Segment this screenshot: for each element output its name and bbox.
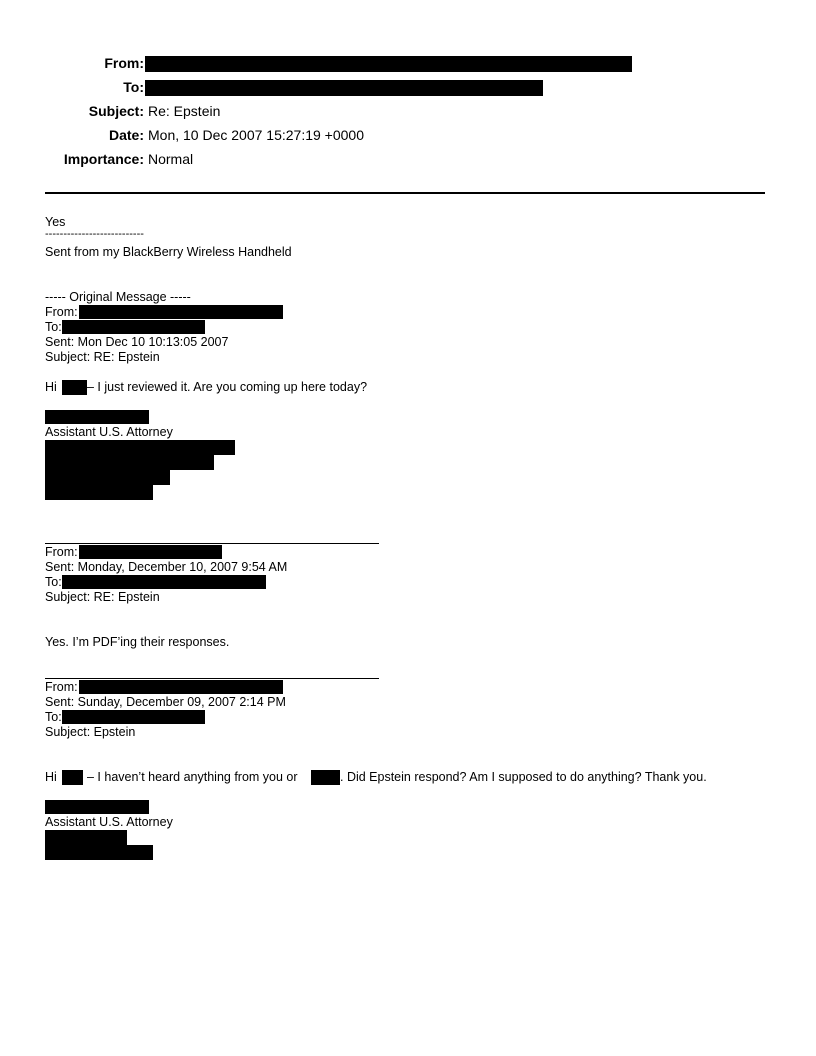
msg2-to-label: To: [45,575,62,589]
msg1-from-label: From: [45,305,78,319]
redaction-msg3-name2 [311,770,340,785]
redaction-msg1-to [62,320,205,334]
msg3-subject: Subject: Epstein [45,725,136,739]
redaction-msg2-to [62,575,266,589]
redaction-from [145,56,632,72]
msg2-text: Yes. I’m PDF’ing their responses. [45,635,230,649]
date-label: Date: [108,127,144,143]
msg3-to-label: To: [45,710,62,724]
msg3-greeting-hi: Hi [45,770,57,784]
dash-line: --------------------------- [45,228,144,240]
msg3-sig-title: Assistant U.S. Attorney [45,815,173,829]
msg3-sent: Sent: Sunday, December 09, 2007 2:14 PM [45,695,286,709]
redaction-msg3-sig-name [45,800,149,814]
redaction-msg3-to [62,710,205,724]
from-label: From: [104,55,144,71]
sent-from-line: Sent from my BlackBerry Wireless Handheld [45,245,292,259]
msg2-from-label: From: [45,545,78,559]
msg1-to-label: To: [45,320,62,334]
redaction-msg1-name [62,380,87,395]
redaction-msg3-sig-line2 [45,845,153,860]
header-divider [45,192,765,194]
msg3-text-b: . Did Epstein respond? Am I supposed to do anything? Thank you. [340,770,707,784]
subject-value: Re: Epstein [148,103,221,119]
redaction-msg2-from [79,545,222,559]
redaction-msg1-from [79,305,283,319]
redaction-msg3-sig-line1 [45,830,127,845]
redaction-msg3-name [62,770,83,785]
reply-text: Yes [45,215,66,229]
redaction-msg1-sig-line1 [45,440,235,455]
date-value: Mon, 10 Dec 2007 15:27:19 +0000 [148,127,365,143]
msg3-text-a: – I haven’t heard anything from you or [87,770,298,784]
to-label: To: [123,79,144,95]
redaction-msg1-sig-line4 [45,485,153,500]
msg1-sent: Sent: Mon Dec 10 10:13:05 2007 [45,335,229,349]
msg1-greeting-hi: Hi [45,380,57,394]
msg1-subject: Subject: RE: Epstein [45,350,160,364]
msg2-sent: Sent: Monday, December 10, 2007 9:54 AM [45,560,288,574]
msg1-sig-title: Assistant U.S. Attorney [45,425,173,439]
msg3-separator [45,678,379,679]
original-message-header: ----- Original Message ----- [45,290,191,304]
redaction-msg3-from [79,680,283,694]
redaction-msg1-sig-name [45,410,149,424]
msg2-separator [45,543,379,544]
importance-value: Normal [148,151,194,167]
redaction-to [145,80,543,96]
redaction-msg1-sig-line2 [45,455,214,470]
redaction-msg1-sig-line3 [45,470,170,485]
importance-label: Importance: [63,151,144,167]
msg3-from-label: From: [45,680,78,694]
msg2-subject: Subject: RE: Epstein [45,590,160,604]
msg1-text: – I just reviewed it. Are you coming up here today? [87,380,368,394]
subject-label: Subject: [88,103,144,119]
